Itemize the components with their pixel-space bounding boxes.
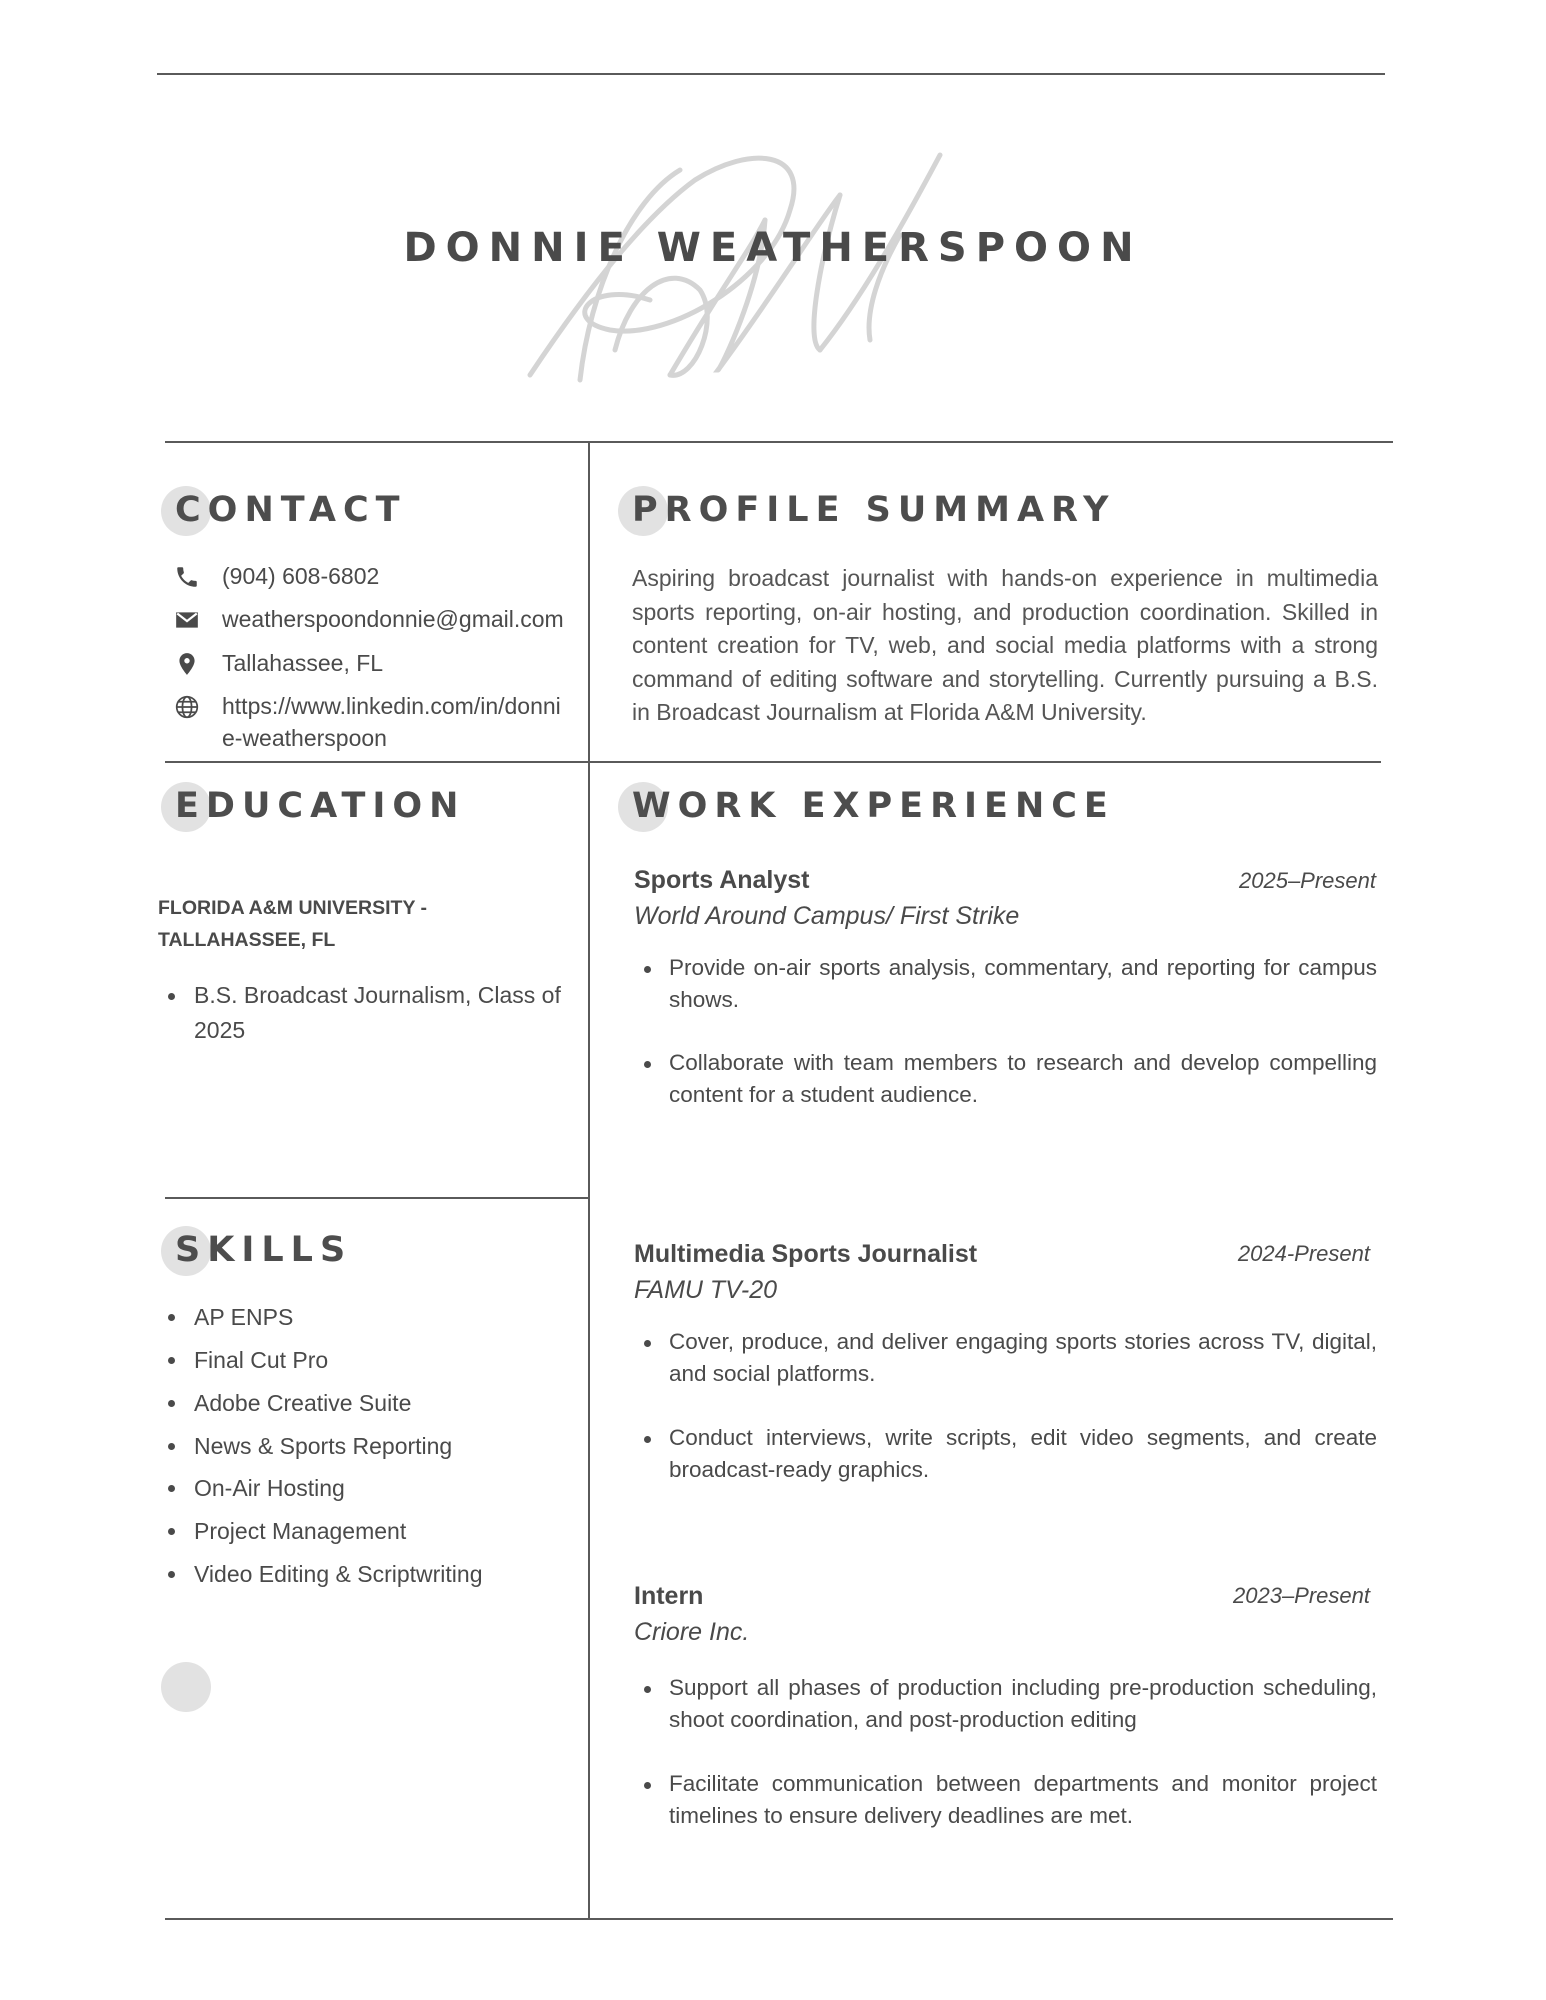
skills-title: SKILLS [175, 1230, 353, 1270]
bullet-dot [644, 1061, 651, 1068]
candidate-name: DONNIE WEATHERSPOON [403, 225, 1143, 271]
job-title: Multimedia Sports Journalist [634, 1240, 978, 1268]
bullet-dot [168, 1400, 175, 1407]
job-bullet: Cover, produce, and deliver engaging sports stories across TV, digital, and social platforms. [669, 1329, 1377, 1386]
skill-item: Final Cut Pro [194, 1347, 329, 1373]
bullet-dot [168, 1528, 175, 1535]
bullet-dot [644, 1436, 651, 1443]
education-title: EDUCATION [175, 786, 466, 826]
job-bullet: Support all phases of production including pre-production scheduling, shoot coordination, and post-production editing [669, 1675, 1377, 1732]
decorative-dot [161, 1662, 211, 1712]
skill-item: Adobe Creative Suite [194, 1390, 412, 1416]
bullet-dot [644, 1686, 651, 1693]
skill-item: Video Editing & Scriptwriting [194, 1561, 483, 1587]
education-divider [165, 1197, 589, 1199]
profile-summary-text: Aspiring broadcast journalist with hands-on experience in multimedia sports reporting, on-air hosting, and production coordination. Skilled in content creation for TV, web, and social media platforms with a strong command of editing software and storytelling. Currently pursuing a B.S. in Broadcast Journalism at Florida A&M University. [632, 565, 1378, 725]
top-rule [157, 73, 1385, 75]
location-pin-icon [174, 651, 200, 677]
job-organization: Criore Inc. [634, 1618, 750, 1646]
job-bullet: Collaborate with team members to research and develop compelling content for a student audience. [669, 1050, 1377, 1107]
column-divider [588, 441, 590, 1919]
job-title: Intern [634, 1582, 704, 1610]
location-text: Tallahassee, FL [222, 650, 384, 676]
bullet-dot [168, 1357, 175, 1364]
bullet-dot [644, 966, 651, 973]
bullet-dot [644, 1782, 651, 1789]
experience-title: WORK EXPERIENCE [632, 786, 1115, 826]
email-link[interactable]: weatherspoondonnie@gmail.com [222, 606, 564, 632]
job-title: Sports Analyst [634, 866, 810, 894]
contact-location [174, 647, 574, 687]
job-dates: 2024-Present [1237, 1241, 1370, 1266]
globe-icon [174, 694, 200, 720]
education-degree: B.S. Broadcast Journalism, Class of 2025 [194, 982, 561, 1043]
contact-phone [174, 560, 574, 600]
summary-title: PROFILE SUMMARY [632, 490, 1116, 530]
bullet-dot [168, 1571, 175, 1578]
job-dates: 2023–Present [1233, 1583, 1370, 1608]
skills-section-header [161, 1226, 561, 1286]
bullet-dot [168, 1485, 175, 1492]
contact-linkedin [174, 690, 574, 760]
phone-text: (904) 608-6802 [222, 563, 380, 589]
bullet-dot [168, 993, 175, 1000]
summary-section-header [618, 486, 1378, 546]
bullet-dot [168, 1314, 175, 1321]
job-bullet: Provide on-air sports analysis, commentary, and reporting for campus shows. [669, 955, 1377, 1012]
experience-section-header [618, 782, 1378, 842]
contact-title: CONTACT [175, 490, 407, 530]
job-organization: World Around Campus/ First Strike [634, 902, 1020, 930]
job-organization: FAMU TV-20 [634, 1276, 778, 1304]
contact-email [174, 603, 574, 643]
skill-item: AP ENPS [194, 1304, 294, 1330]
bullet-dot [644, 1340, 651, 1347]
mail-icon [174, 607, 200, 633]
bullet-dot [168, 1443, 175, 1450]
job-dates: 2025–Present [1239, 868, 1376, 893]
contact-section-header [161, 486, 541, 546]
education-school: FLORIDA A&M UNIVERSITY - TALLAHASSEE, FL [158, 897, 428, 951]
education-section-header [161, 782, 561, 842]
skill-item: News & Sports Reporting [194, 1433, 453, 1459]
linkedin-link[interactable]: https://www.linkedin.com/in/donnie-weatherspoon [222, 693, 561, 751]
skill-item: On-Air Hosting [194, 1475, 345, 1501]
job-bullet: Facilitate communication between departments and monitor project timelines to ensure delivery deadlines are met. [669, 1771, 1377, 1828]
skill-item: Project Management [194, 1518, 407, 1544]
job-bullet: Conduct interviews, write scripts, edit video segments, and create broadcast-ready graphics. [669, 1425, 1377, 1482]
header-rule [165, 441, 1393, 443]
contact-divider [165, 761, 1381, 763]
phone-icon [174, 564, 200, 590]
bottom-rule [165, 1918, 1393, 1920]
